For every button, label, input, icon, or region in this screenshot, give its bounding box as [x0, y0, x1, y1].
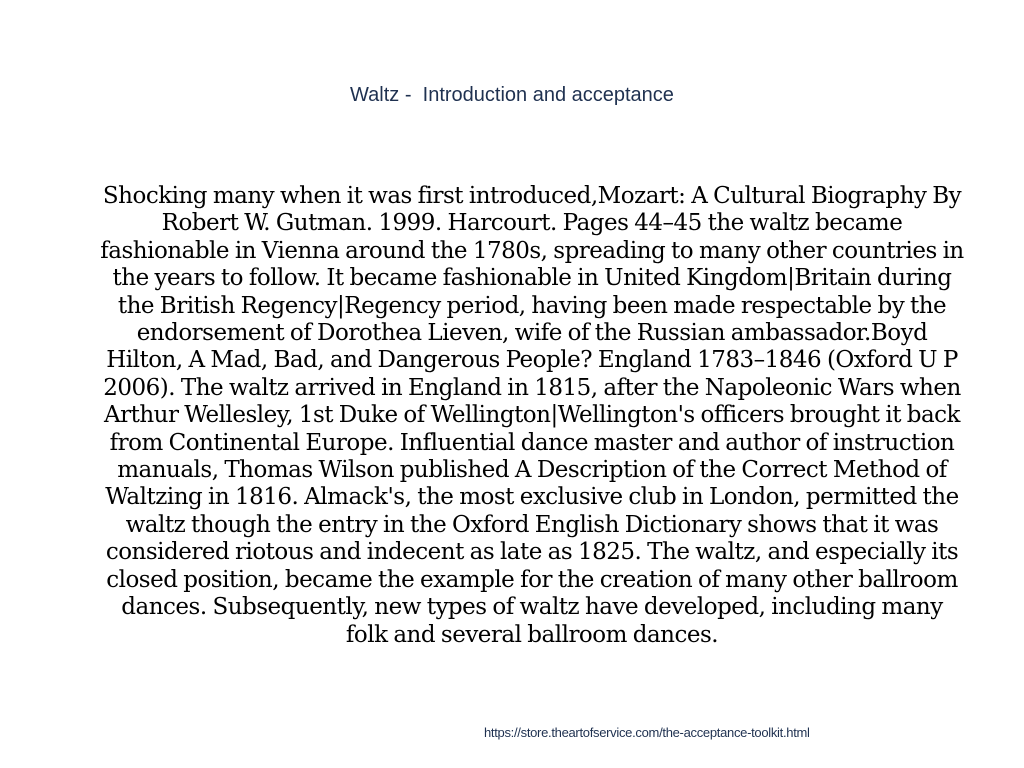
slide-title: Waltz - Introduction and acceptance — [350, 84, 674, 106]
footer-link[interactable]: https://store.theartofservice.com/the-acceptance-toolkit.html — [484, 725, 810, 740]
slide-body-text: Shocking many when it was first introduced,Mozart: A Cultural Biography By Robert W. Gutman. 1999. Harcourt. Pages 44–45 the waltz became fashionable in Vienna around the 1780s, spreading to many other countries in the years to follow. It became fashionable in United Kingdom|Britain during the British Regency|Regency period, having been made respectable by the endorsement of Dorothea Lieven, wife of the Russian ambassador.Boyd Hilton, A Mad, Bad, and Dangerous People? England 1783–1846 (Oxford U P 2006). The waltz arrived in England in 1815, after the Napoleonic Wars when Arthur Wellesley, 1st Duke of Wellington|Wellington's officers brought it back from Continental Europe. Influential dance master and author of instruction manuals, Thomas Wilson published A Description of the Correct Method of Waltzing in 1816. Almack's, the most exclusive club in London, permitted the waltz though the entry in the Oxford English Dictionary shows that it was considered riotous and indecent as late as 1825. The waltz, and especially its closed position, became the example for the creation of many other ballroom dances. Subsequently, new types of waltz have developed, including many folk and several ballroom dances. — [100, 183, 964, 648]
